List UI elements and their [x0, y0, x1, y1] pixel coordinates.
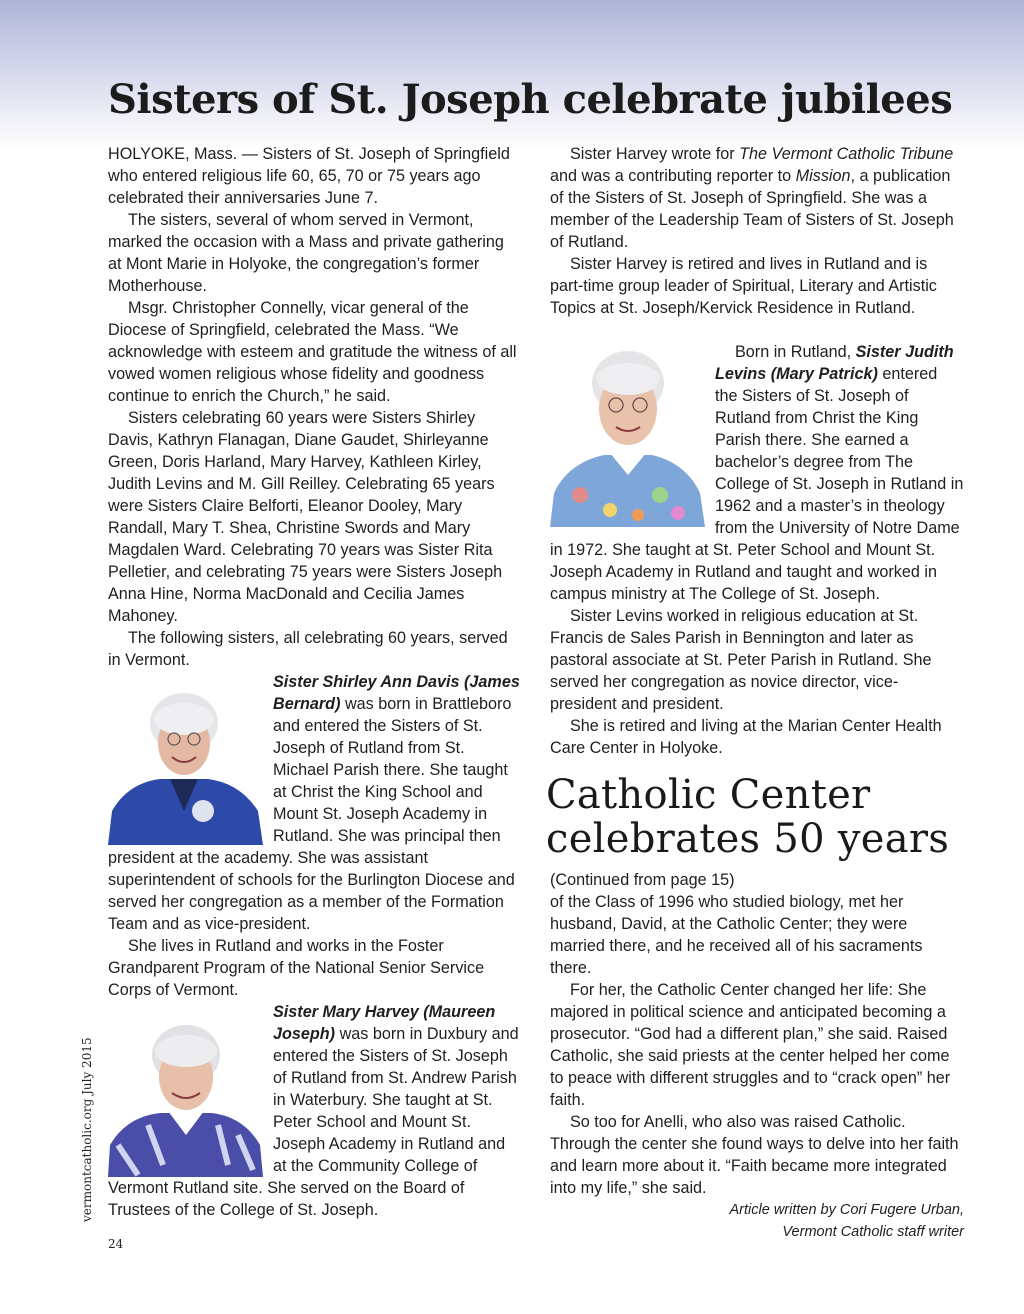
harvey-photo [108, 1015, 263, 1177]
levins-photo [550, 345, 705, 533]
davis-name: Sister Shirley Ann Davis (James Bernard) [273, 673, 520, 713]
intro-paragraph: HOLYOKE, Mass. — Sisters of St. Joseph of Springfield who entered religious life 60, 65, 70 or 75 years ago celebrated their anniversaries June 7. [108, 145, 510, 207]
harvey-name: Sister Mary Harvey (Maureen Joseph) [273, 1003, 496, 1043]
paragraph-mass: The sisters, several of whom served in Vermont, marked the occasion with a Mass and private gathering at Mont Marie in Holyoke, the congregation’s former Motherhouse. [108, 211, 504, 295]
harvey-writing [550, 143, 964, 253]
article-headline: Sisters of St. Joseph celebrate jubilees [108, 76, 953, 123]
harvey-writing-a: Sister Harvey wrote for [570, 145, 740, 163]
levins-name: Sister Judith Levins (Mary Patrick) [715, 343, 954, 383]
right-column [546, 143, 964, 1243]
levins-text: entered the Sisters of St. Joseph of Rutland from Christ the King Parish there. She earned a bachelor’s degree from The College of St. Joseph in Rutland in 1962 and a master’s in theology from the University of Notre Dame in 1972. She taught at St. Peter School and Mount St. Joseph Academy in Rutland and taught and worked in campus ministry at The College of St. Joseph. [550, 365, 964, 603]
levins-paragraph-2: Sister Levins worked in religious education at St. Francis de Sales Parish in Bennington and later as pastoral associate at St. Peter Parish in Rutland. She served her congregation as novice director, vice-president and president. [550, 607, 932, 713]
page-number: 24 [108, 1237, 124, 1251]
levins-bio [550, 341, 964, 605]
continued-line: (Continued from page 15) [550, 871, 735, 889]
byline-1: Article written by Cori Fugere Urban, [729, 1202, 964, 1218]
paragraph-jubilarians: Sisters celebrating 60 years were Sisters Shirley Davis, Kathryn Flanagan, Diane Gaudet, Shirleyanne Green, Doris Harland, Mary Harvey, Kathleen Kirley, Judith Levins and M. Gill Reilley. Celebrating 65 years were Sisters Claire Belforti, Eleanor Dooley, Mary Randall, Mary T. Shea, Christine Swords and Mary Magdalen Ward. Celebrating 70 years was Sister Rita Pelletier, and celebrating 75 years were Sisters Joseph Anna Hine, Norma MacDonald and Cecilia James Mahoney. [108, 409, 503, 625]
harvey-writing-b: and was a contributing reporter to [550, 167, 796, 185]
davis-bio [108, 671, 520, 935]
publication-tribune: The Vermont Catholic Tribune [739, 145, 954, 163]
harvey-retired: Sister Harvey is retired and lives in Rutland and is part-time group leader of Spiritual, Literary and Artistic Topics at St. Joseph/Kervick Residence in Rutland. [550, 255, 937, 317]
center-paragraph-3: So too for Anelli, who also was raised Catholic. Through the center she found ways to delve into her faith and learn more about it. “Faith became more integrated into my life,” she said. [550, 1113, 959, 1197]
byline-2: Vermont Catholic staff writer [782, 1224, 964, 1240]
harvey-writing-c: , a publication of the Sisters of St. Joseph of Springfield. She was a member of the Leadership Team of Sisters of St. Joseph of Rutland. [550, 167, 954, 251]
center-paragraph-2: For her, the Catholic Center changed her life: She majored in political science and anticipated becoming a prosecutor. “God had a different plan,” she said. Raised Catholic, she said priests at the center helped her come to peace with different struggles and to “crack open” her faith. [550, 981, 951, 1109]
sidebar-url-date: vermontcatholic.org July 2015 [80, 1037, 94, 1222]
publication-mission: Mission [795, 167, 851, 185]
center-paragraph-1: of the Class of 1996 who studied biology, met her husband, David, at the Catholic Center; they were married there, and he received all of his sacraments there. [550, 893, 923, 977]
harvey-text: was born in Duxbury and entered the Sisters of St. Joseph of Rutland from St. Andrew Parish in Waterbury. She taught at St. Peter School and Mount St. Joseph Academy in Rutland and at the Community College of Vermont Rutland site. She served on the Board of Trustees of the College of St. Joseph. [108, 1025, 519, 1219]
harvey-bio [108, 1001, 520, 1221]
davis-text: was born in Brattleboro and entered the Sisters of St. Joseph of Rutland from St. Michael Parish there. She taught at Christ the King School and Mount St. Joseph Academy in Rutland. She was principal then president at the academy. She was assistant superintendent of schools for the Burlington Diocese and served her congregation as a member of the Formation Team and as vice-president. [108, 695, 515, 933]
catholic-center-headline: Catholic Center celebrates 50 years [546, 772, 950, 862]
davis-paragraph-2: She lives in Rutland and works in the Foster Grandparent Program of the National Senior Service Corps of Vermont. [108, 937, 485, 999]
levins-lead: Born in Rutland, [735, 343, 856, 361]
paragraph-homily: Msgr. Christopher Connelly, vicar general of the Diocese of Springfield, celebrated the Mass. “We acknowledge with esteem and gratitude the witness of all vowed women religious whose fidelity and goodness continue to enrich the Church,” he said. [108, 299, 517, 405]
levins-paragraph-3: She is retired and living at the Marian Center Health Care Center in Holyoke. [550, 717, 942, 757]
paragraph-vermont: The following sisters, all celebrating 60 years, served in Vermont. [108, 629, 508, 669]
left-column [108, 143, 520, 1221]
davis-photo [108, 683, 263, 845]
